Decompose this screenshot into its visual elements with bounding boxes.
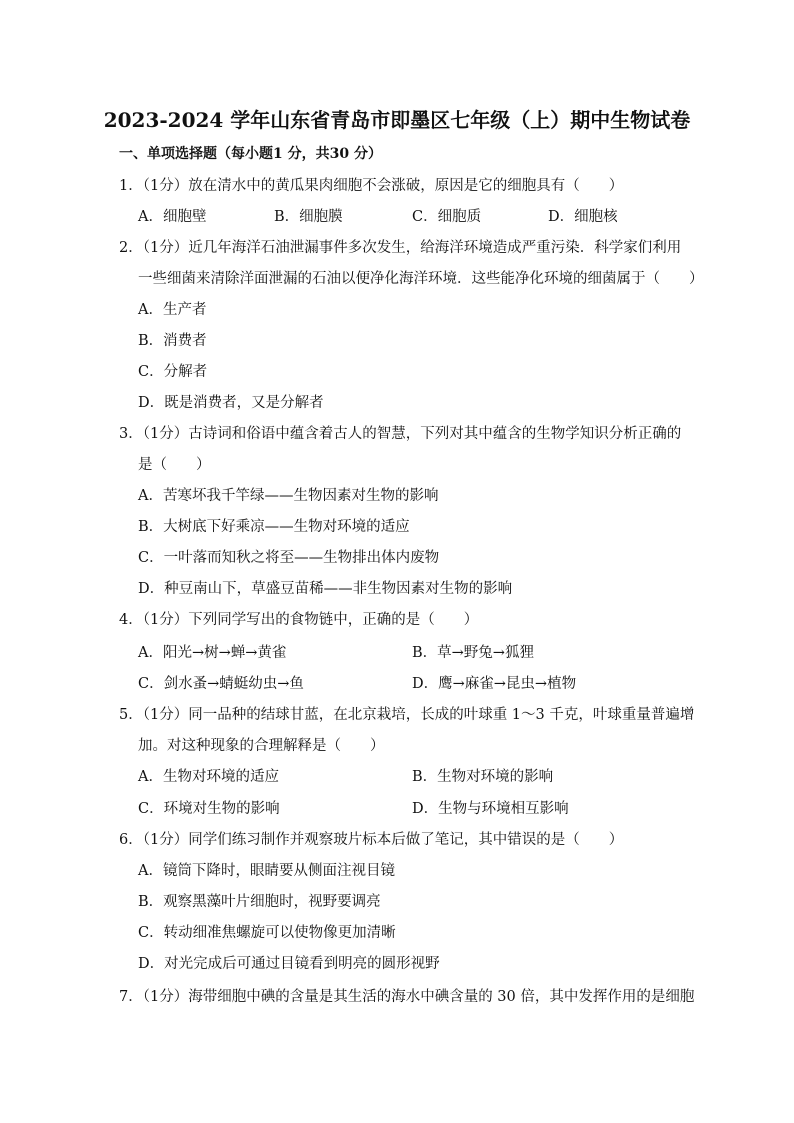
question-7-stem-line-1: 7．（1分）海带细胞中碘的含量是其生活的海水中碘含量的 30 倍，其中发挥作用的是细胞: [119, 989, 695, 1005]
question-5-option-b: B．生物对环境的影响: [412, 769, 554, 785]
question-1-stem: 1．（1分）放在清水中的黄瓜果肉细胞不会涨破，原因是它的细胞具有（ ）: [119, 178, 624, 194]
question-4-stem: 4．（1分）下列同学写出的食物链中，正确的是（ ）: [119, 612, 479, 628]
question-3-stem-line-1: 3．（1分）古诗词和俗语中蕴含着古人的智慧，下列对其中蕴含的生物学知识分析正确的: [119, 426, 682, 442]
question-3-option-d: D．种豆南山下，草盛豆苗稀——非生物因素对生物的影响: [138, 581, 513, 597]
question-3-option-b: B．大树底下好乘凉——生物对环境的适应: [138, 519, 410, 535]
question-1-option-d: D．细胞核: [548, 209, 618, 225]
question-5-stem-line-2: 加。对这种现象的合理解释是（ ）: [138, 738, 385, 754]
question-4-option-c: C．剑水蚤→蜻蜓幼虫→鱼: [138, 676, 304, 692]
question-2-stem-line-1: 2．（1分）近几年海洋石油泄漏事件多次发生，给海洋环境造成严重污染．科学家们利用: [119, 240, 682, 256]
question-3-stem-line-2: 是（ ）: [138, 457, 211, 473]
question-6-option-d: D．对光完成后可通过目镜看到明亮的圆形视野: [138, 956, 440, 972]
exam-title: 2023-2024 学年山东省青岛市即墨区七年级（上）期中生物试卷: [103, 108, 691, 132]
question-6-option-a: A．镜筒下降时，眼睛要从侧面注视目镜: [138, 863, 395, 879]
question-2-option-a: A．生产者: [138, 302, 207, 318]
question-6-option-c: C．转动细准焦螺旋可以使物像更加清晰: [138, 925, 396, 941]
question-4-option-b: B．草→野兔→狐狸: [412, 645, 534, 661]
question-5-option-a: A．生物对环境的适应: [138, 769, 279, 785]
question-5-stem-line-1: 5．（1分）同一品种的结球甘蓝，在北京栽培，长成的叶球重 1～3 千克，叶球重量普遍增: [119, 707, 695, 723]
question-4-option-d: D．鹰→麻雀→昆虫→植物: [412, 676, 577, 692]
question-2-option-b: B．消费者: [138, 333, 207, 349]
section-heading: 一、单项选择题（每小题1 分，共30 分）: [119, 146, 382, 162]
question-3-option-c: C．一叶落而知秋之将至——生物排出体内废物: [138, 550, 440, 566]
question-1-option-a: A．细胞壁: [138, 209, 207, 225]
question-6-option-b: B．观察黑藻叶片细胞时，视野要调亮: [138, 894, 381, 910]
question-4-option-a: A．阳光→树→蝉→黄雀: [138, 645, 287, 661]
question-6-stem: 6．（1分）同学们练习制作并观察玻片标本后做了笔记，其中错误的是（ ）: [119, 832, 624, 848]
question-2-stem-line-2: 一些细菌来清除洋面泄漏的石油以便净化海洋环境．这些能净化环境的细菌属于（ ）: [138, 271, 704, 287]
question-5-option-d: D．生物与环境相互影响: [412, 801, 569, 817]
question-2-option-d: D．既是消费者，又是分解者: [138, 395, 324, 411]
question-2-option-c: C．分解者: [138, 364, 208, 380]
question-1-option-c: C．细胞质: [412, 209, 482, 225]
question-1-option-b: B．细胞膜: [274, 209, 343, 225]
question-3-option-a: A．苦寒坏我千竿绿——生物因素对生物的影响: [138, 488, 439, 504]
question-5-option-c: C．环境对生物的影响: [138, 801, 280, 817]
